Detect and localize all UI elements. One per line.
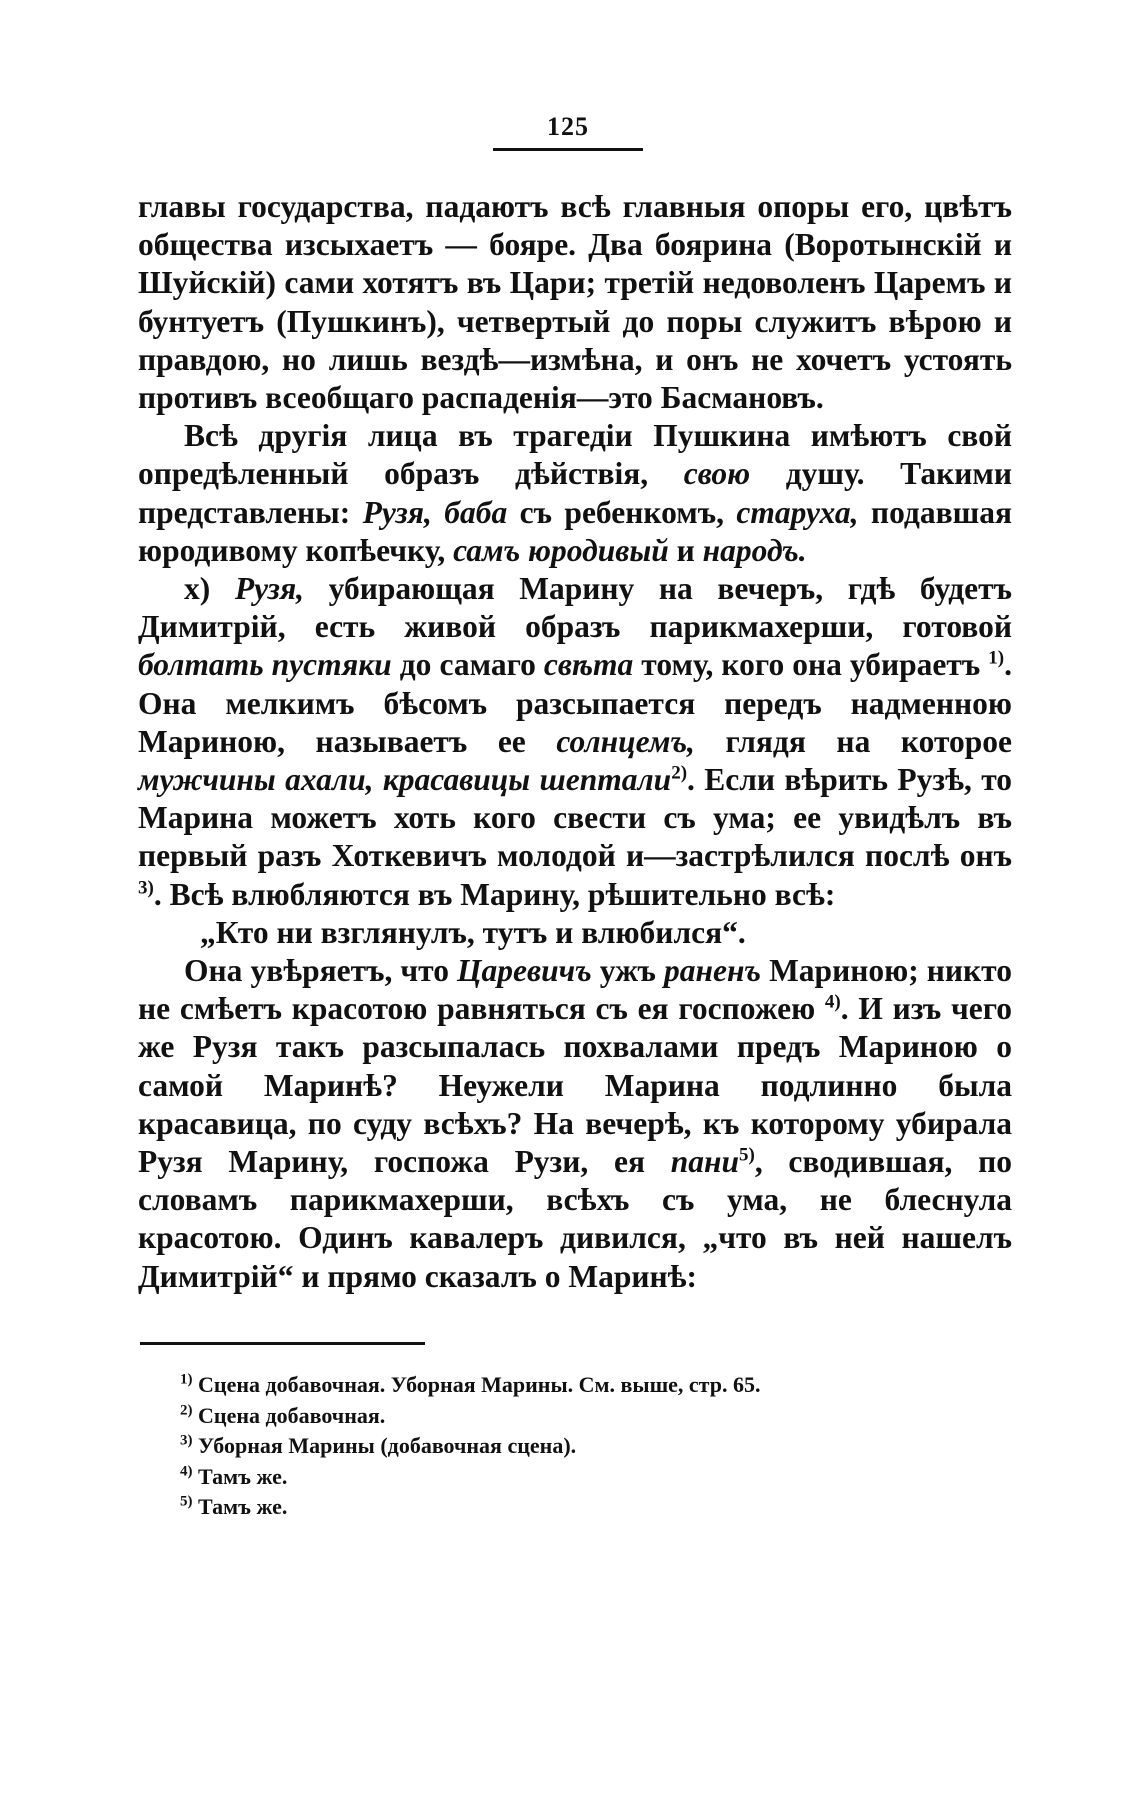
emphasis: свѣта: [543, 647, 634, 683]
text-run: ужъ: [591, 953, 664, 989]
footnote-mark: 1): [180, 1371, 193, 1388]
footnote-mark: 2): [180, 1402, 193, 1419]
text-run: убирающая Марину на вечеръ, гдѣ будетъ Димитрій, есть живой образъ парикмахерши, готовой: [138, 571, 1012, 645]
text-run: тому, кого она убираетъ: [633, 647, 989, 683]
footnote-ref-1: 1): [988, 647, 1005, 669]
footnote-ref-5: 5): [738, 1144, 755, 1166]
text-run: душу. Такими представлены:: [138, 456, 1012, 530]
footnote-mark: 5): [180, 1493, 193, 1510]
text-run: . И изъ чего же Рузя такъ разсыпалась похвалами предъ Мариною о самой Маринѣ? Неужели Марина подлинно была красавица, по суду всѣхъ? На вечерѣ, къ которому убирала Рузя Марину, госпожа Рузи, ея: [138, 991, 1012, 1180]
emphasis: старуха,: [736, 494, 859, 530]
emphasis: мужчины ахали, красавицы шептали: [138, 762, 672, 798]
footnote-ref-3: 3): [138, 877, 154, 899]
footnote: [180, 1492, 960, 1523]
text-run: глядя на которое: [694, 723, 1012, 759]
footnote: [180, 1401, 960, 1432]
emphasis: пани: [670, 1144, 739, 1180]
text-run: и: [668, 532, 703, 568]
emphasis: самъ юродивый: [453, 532, 669, 568]
emphasis: Рузя, баба: [362, 494, 508, 530]
text-run: съ ребенкомъ,: [507, 494, 737, 530]
page-number-rule: [493, 148, 643, 151]
footnote: [180, 1370, 960, 1401]
footnote-separator: [140, 1342, 425, 1345]
page-header: [488, 112, 648, 151]
footnote-ref-4: 4): [824, 991, 841, 1013]
text-run: Мариною; никто не смѣетъ красотою равняться съ ея госпожею: [138, 953, 1012, 1027]
footnote: [180, 1462, 960, 1493]
footnote-mark: 3): [180, 1432, 193, 1449]
emphasis: болтать пустяки: [138, 647, 392, 683]
text-run: Всѣ другія лица въ трагедіи Пушкина имѣютъ свой опредѣленный образъ дѣйствія,: [138, 418, 1012, 492]
footnote-text: Сцена добавочная.: [198, 1402, 386, 1428]
emphasis: народъ.: [702, 532, 807, 568]
emphasis: Царевичъ: [457, 953, 592, 989]
footnote-text: Тамъ же.: [198, 1463, 288, 1489]
paragraph-1: главы государства, падаютъ всѣ главныя опоры его, цвѣтъ общества изсыхаетъ — бояре. Два боярина (Воротынскій и Шуйскій) сами хотятъ въ Цари; третій недоволенъ Царемъ и бунтуетъ (Пушкинъ), четвертый до поры служитъ вѣрою и правдою, но лишь вездѣ—измѣна, и онъ не хочетъ устоять противъ всеобщаго распаденія—это Басмановъ.: [138, 189, 1012, 416]
text-run: Она увѣряетъ, что: [184, 953, 458, 989]
verse-quote: „Кто ни взглянулъ, тутъ и влюбился“.: [200, 914, 746, 950]
emphasis: раненъ: [663, 953, 762, 989]
footnotes: [180, 1370, 960, 1523]
text-run: . Она мелкимъ бѣсомъ разсыпается передъ надменною Мариною, называетъ ее: [138, 647, 1012, 759]
page-number: 125: [547, 112, 589, 141]
emphasis: солнцемъ,: [556, 723, 695, 759]
footnote-text: Сцена добавочная. Уборная Марины. См. выше, стр. 65.: [198, 1372, 761, 1397]
text-run: , сводившая, по словамъ парикмахерши, всѣхъ съ ума, не блеснула красотою. Одинъ кавалеръ дивился, „что въ ней нашелъ Димитрій“ и прямо сказалъ о Маринѣ:: [138, 1144, 1012, 1294]
footnote-mark: 4): [180, 1463, 193, 1480]
footnote-text: Тамъ же.: [198, 1494, 288, 1519]
paragraph-4: [138, 952, 1012, 1296]
footnote-text: Уборная Марины (добавочная сцена).: [198, 1433, 577, 1458]
emphasis: свою: [683, 456, 751, 492]
paragraph-2: [138, 417, 1012, 570]
paragraph-3: [138, 570, 1012, 914]
text-run: x): [184, 571, 235, 607]
footnote: [180, 1431, 960, 1462]
text-run: . Всѣ влюбляются въ Марину, рѣшительно всѣ:: [153, 876, 836, 912]
body-text: [138, 188, 1012, 1296]
text-run: до самаго: [391, 647, 544, 683]
text-run: . Если вѣрить Рузѣ, то Марина можетъ хоть кого свести съ ума; ее увидѣлъ въ первый разъ Хоткевичъ молодой и—застрѣлился послѣ онъ: [138, 762, 1013, 874]
text-run: подавшая юродивому копѣечку,: [138, 494, 1012, 568]
footnote-ref-2: 2): [671, 762, 688, 784]
emphasis: Рузя,: [234, 571, 305, 607]
